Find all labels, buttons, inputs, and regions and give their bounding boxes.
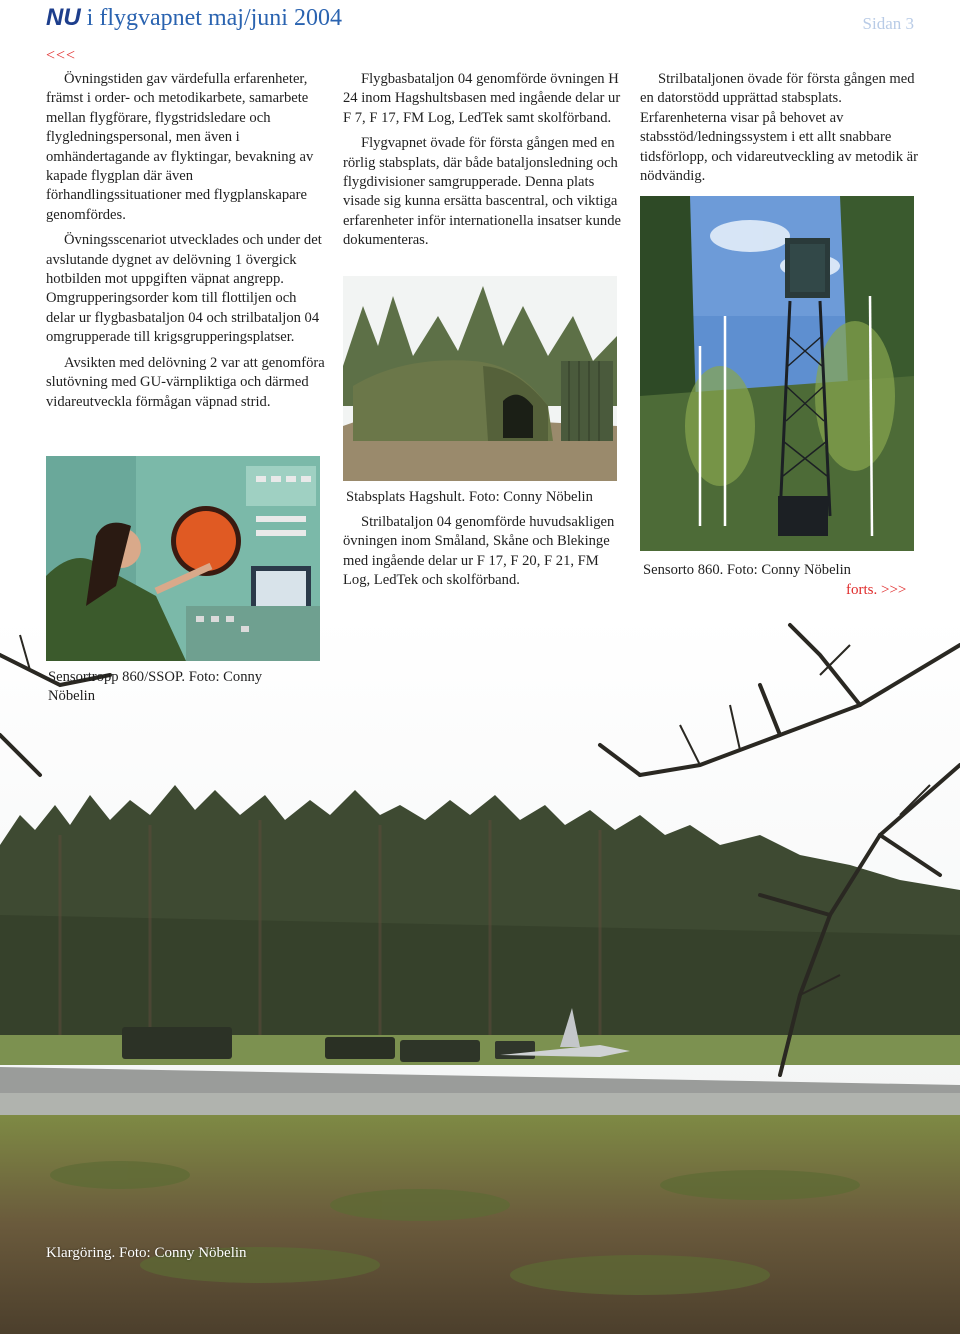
- paragraph: Avsikten med delövning 2 var att genomföra slutövning med GU-värnpliktiga och därmed vidareutveckla förmågan väpnad strid.: [46, 354, 325, 410]
- page-number: Sidan 3: [862, 14, 914, 33]
- photo-sensor-tower: [640, 196, 914, 551]
- paragraph: Strilbataljon 04 genomförde huvudsakligen övningen inom Småland, Skåne och Blekinge med ingående delar ur F 17, F 20, F 21, FM Log, LedTek och skolförband.: [343, 514, 615, 589]
- paragraph: Flygvapnet övade för första gången med en rörlig stabsplats, där både bataljonsledning och flygdivisioner samgrupperade. Denna plats visade sig kunna ersätta bascentral, och viktiga erfarenheter inför internationella insatser kunde dokumenteras.: [343, 135, 621, 249]
- photo-airbase: [0, 615, 960, 1334]
- paragraph: Övningstiden gav värdefulla erfarenheter, främst i order- och metodikarbete, samarbete mellan flygförare, flygstridsledare och flygledningspersonal, men även i omhändertagande av flyktingar, bevakning av kapade flygplan där även förhandlingssituationer med flygplanskapare genomfördes.: [46, 71, 314, 223]
- photo-operator: [46, 456, 320, 661]
- nu-logo: NU: [46, 4, 81, 31]
- masthead: [46, 4, 342, 32]
- paragraph: Övningsscenariot utvecklades och under det avslutande dygnet av delövning 1 övergick hotbilden mot uppgiften väpnat angrepp. Omgrupperingsorder kom till flottiljen och delar ur flygbasbataljon 04 och strilbataljon 04 omgrupperade till krigsgrupperingsplatser.: [46, 232, 322, 346]
- column-3: [640, 70, 920, 192]
- newsletter-title: i flygvapnet maj/juni 2004: [86, 5, 342, 31]
- caption-tent: Stabsplats Hagshult. Foto: Conny Nöbelin: [346, 489, 593, 505]
- photo-tent: [343, 276, 617, 481]
- paragraph: Flygbasbataljon 04 genomförde övningen H 24 inom Hagshultsbasen med ingående delar ur F 7, F 17, FM Log, LedTek samt skolförband.: [343, 71, 621, 126]
- column-2: [343, 70, 623, 257]
- caption-sensor: Sensorto 860. Foto: Conny Nöbelin: [643, 562, 851, 578]
- back-link[interactable]: <<<: [46, 47, 77, 64]
- paragraph: Strilbataljonen övade för första gången med en datorstödd upprättad stabsplats. Erfarenheterna visar på behovet av stabsstöd/ledningssystem i ett allt snabbare tidsförlopp, och vidareutveckling av metodik är nödvändig.: [640, 71, 919, 185]
- caption-operator: Sensortropp 860/SSOP. Foto: Conny Nöbelin: [48, 669, 263, 705]
- column-2-continued: [343, 513, 623, 597]
- column-1: [46, 70, 326, 418]
- caption-airbase: Klargöring. Foto: Conny Nöbelin: [46, 1245, 247, 1261]
- continued-link[interactable]: forts. >>>: [846, 582, 907, 598]
